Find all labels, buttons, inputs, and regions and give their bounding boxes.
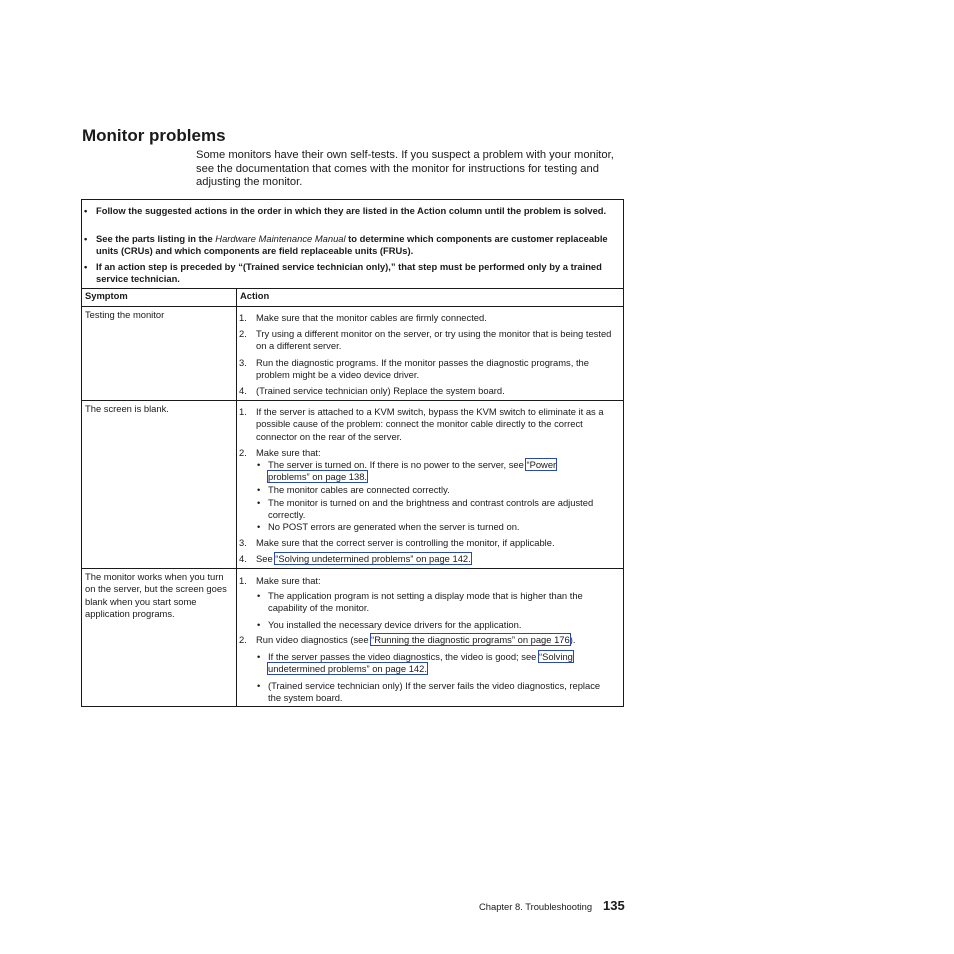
list-bullet: •	[257, 619, 261, 630]
note-bullet: •	[84, 261, 88, 272]
footer-chapter: Chapter 8. Troubleshooting	[479, 901, 593, 912]
list-bullet: •	[257, 484, 261, 495]
divider	[82, 306, 623, 307]
step-number: 2.	[239, 447, 247, 458]
r1-action-3: Run the diagnostic programs. If the monitor passes the diagnostic programs, the problem might be a video device driver.	[256, 357, 589, 381]
monitor-problems-table	[81, 199, 624, 707]
header-symptom: Symptom	[85, 290, 128, 301]
note-2-text-b: to determine which components are customer replaceable units (CRUs) and which components are field replaceable units (FRUs).	[96, 233, 608, 257]
divider	[82, 568, 623, 569]
note-2-text-a: See the parts listing in the	[96, 233, 216, 244]
r2-action-4	[256, 553, 622, 565]
running-diagnostics-link[interactable]: “Running the diagnostic programs” on page 176	[371, 634, 570, 645]
r3-action-1: Make sure that:	[256, 575, 321, 586]
r1-action-1: Make sure that the monitor cables are firmly connected.	[256, 312, 487, 323]
r3-bullet-4: (Trained service technician only) If the server fails the video diagnostics, replace the system board.	[268, 680, 601, 704]
r3-action-2	[256, 634, 622, 646]
note-2-manual-title: Hardware Maintenance Manual	[215, 233, 346, 244]
r3-bullet-1: The application program is not setting a display mode that is higher than the capability of the monitor.	[268, 590, 583, 614]
list-bullet: •	[257, 590, 261, 601]
step-number: 2.	[239, 634, 247, 645]
step-number: 1.	[239, 575, 247, 586]
page-number: 135	[603, 898, 625, 913]
power-problems-link[interactable]: “Power problems” on page 138.	[268, 459, 557, 483]
step-number: 1.	[239, 406, 247, 417]
note-3	[84, 261, 621, 286]
note-3-text: If an action step is preceded by “(Trained service technician only),” that step must be performed only by a trained service technician.	[96, 261, 602, 285]
r3-bullet-3-text: If the server passes the video diagnostics, the video is good; see	[268, 651, 539, 662]
symptom-screen-blank: The screen is blank.	[85, 403, 169, 414]
header-action: Action	[240, 290, 270, 301]
list-bullet: •	[257, 651, 261, 662]
intro-paragraph: Some monitors have their own self-tests. If you suspect a problem with your monitor, see the documentation that comes with the monitor for instructions for testing and adjusting the monitor.	[196, 149, 614, 189]
list-bullet: •	[257, 680, 261, 691]
list-bullet: •	[257, 521, 261, 532]
note-bullet: •	[84, 233, 88, 244]
r2-action-1: If the server is attached to a KVM switch, bypass the KVM switch to eliminate it as a possible cause of the problem: connect the monitor cable directly to the correct connector on the rear of the server.	[256, 406, 604, 442]
step-number: 2.	[239, 328, 247, 339]
r2-bullet-1-text: The server is turned on. If there is no power to the server, see	[268, 459, 527, 470]
r2-bullet-2: The monitor cables are connected correctly.	[268, 484, 450, 495]
r1-action-4: (Trained service technician only) Replace the system board.	[256, 385, 505, 396]
note-1-text: Follow the suggested actions in the order in which they are listed in the Action column until the problem is solved.	[96, 205, 607, 216]
r2-bullet-4: No POST errors are generated when the server is turned on.	[268, 521, 520, 532]
r2-bullet-1	[268, 459, 598, 484]
r1-action-2: Try using a different monitor on the server, or try using the monitor that is being tested on a different server.	[256, 328, 612, 352]
note-1	[84, 205, 621, 217]
r2-action-3: Make sure that the correct server is controlling the monitor, if applicable.	[256, 537, 555, 548]
solving-undetermined-link-2[interactable]: “Solving undetermined problems” on page 142.	[268, 651, 573, 675]
step-number: 3.	[239, 537, 247, 548]
list-bullet: •	[257, 497, 261, 508]
r2-bullet-3: The monitor is turned on and the brightness and contrast controls are adjusted correctly.	[268, 497, 594, 521]
notes-block	[82, 200, 623, 289]
r2-action-2: Make sure that:	[256, 447, 321, 458]
step-number: 4.	[239, 553, 247, 564]
step-number: 4.	[239, 385, 247, 396]
note-2	[84, 233, 621, 258]
divider	[82, 288, 623, 289]
step-number: 3.	[239, 357, 247, 368]
section-heading: Monitor problems	[82, 126, 226, 145]
r3-action-2-text-a: Run video diagnostics (see	[256, 634, 372, 645]
r3-action-2-text-b: ).	[569, 634, 576, 645]
symptom-goes-blank-apps: The monitor works when you turn on the server, but the screen goes blank when you start some application programs.	[85, 571, 227, 620]
r2-action-4-text: See	[256, 553, 276, 564]
column-divider	[236, 289, 237, 707]
divider	[82, 400, 623, 401]
step-number: 1.	[239, 312, 247, 323]
r3-bullet-3	[268, 651, 612, 676]
solving-undetermined-link[interactable]: “Solving undetermined problems” on page 142.	[275, 553, 471, 564]
note-bullet: •	[84, 205, 88, 216]
symptom-testing-monitor: Testing the monitor	[85, 309, 165, 320]
r3-bullet-2: You installed the necessary device drivers for the application.	[268, 619, 522, 630]
list-bullet: •	[257, 459, 261, 470]
